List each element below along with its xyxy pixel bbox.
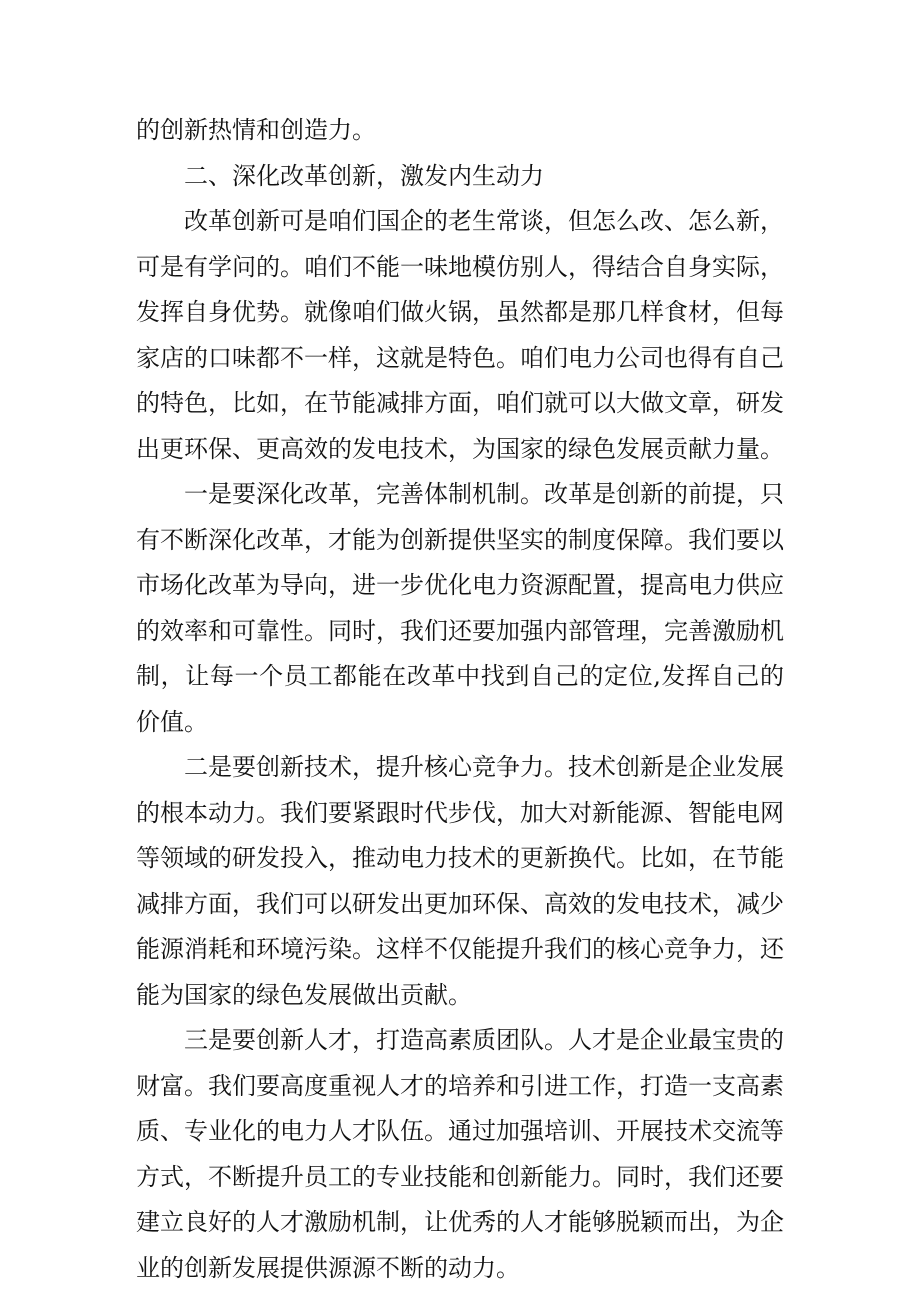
document-body	[136, 108, 784, 1291]
paragraph-technology: 二是要创新技术，提升核心竞争力。技术创新是企业发展的根本动力。我们要紧跟时代步伐，加大对新能源、智能电网等领域的研发投入，推动电力技术的更新换代。比如，在节能减排方面，我们可以研发出更加环保、高效的发电技术，减少能源消耗和环境污染。这样不仅能提升我们的核心竞争力，还能为国家的绿色发展做出贡献。	[136, 753, 784, 1009]
paragraph-reform: 一是要深化改革，完善体制机制。改革是创新的前提，只有不断深化改革，才能为创新提供坚实的制度保障。我们要以市场化改革为导向，进一步优化电力资源配置，提高电力供应的效率和可靠性。同时，我们还要加强内部管理，完善激励机制，让每一个员工都能在改革中找到自己的定位,发挥自己的价值。	[136, 480, 784, 736]
paragraph-talent: 三是要创新人才，打造高素质团队。人才是企业最宝贵的财富。我们要高度重视人才的培养和引进工作，打造一支高素质、专业化的电力人才队伍。通过加强培训、开展技术交流等方式，不断提升员工的专业技能和创新能力。同时，我们还要建立良好的人才激励机制，让优秀的人才能够脱颖而出，为企业的创新发展提供源源不断的动力。	[136, 1026, 784, 1282]
paragraph-intro: 改革创新可是咱们国企的老生常谈，但怎么改、怎么新，可是有学问的。咱们不能一味地模仿别人，得结合自身实际，发挥自身优势。就像咱们做火锅，虽然都是那几样食材，但每家店的口味都不一样，这就是特色。咱们电力公司也得有自己的特色，比如，在节能减排方面，咱们就可以大做文章，研发出更环保、更高效的发电技术，为国家的绿色发展贡献力量。	[136, 207, 784, 463]
section-heading: 二、深化改革创新，激发内生动力	[184, 161, 544, 190]
continuation-text: 的创新热情和创造力。	[136, 116, 376, 144]
